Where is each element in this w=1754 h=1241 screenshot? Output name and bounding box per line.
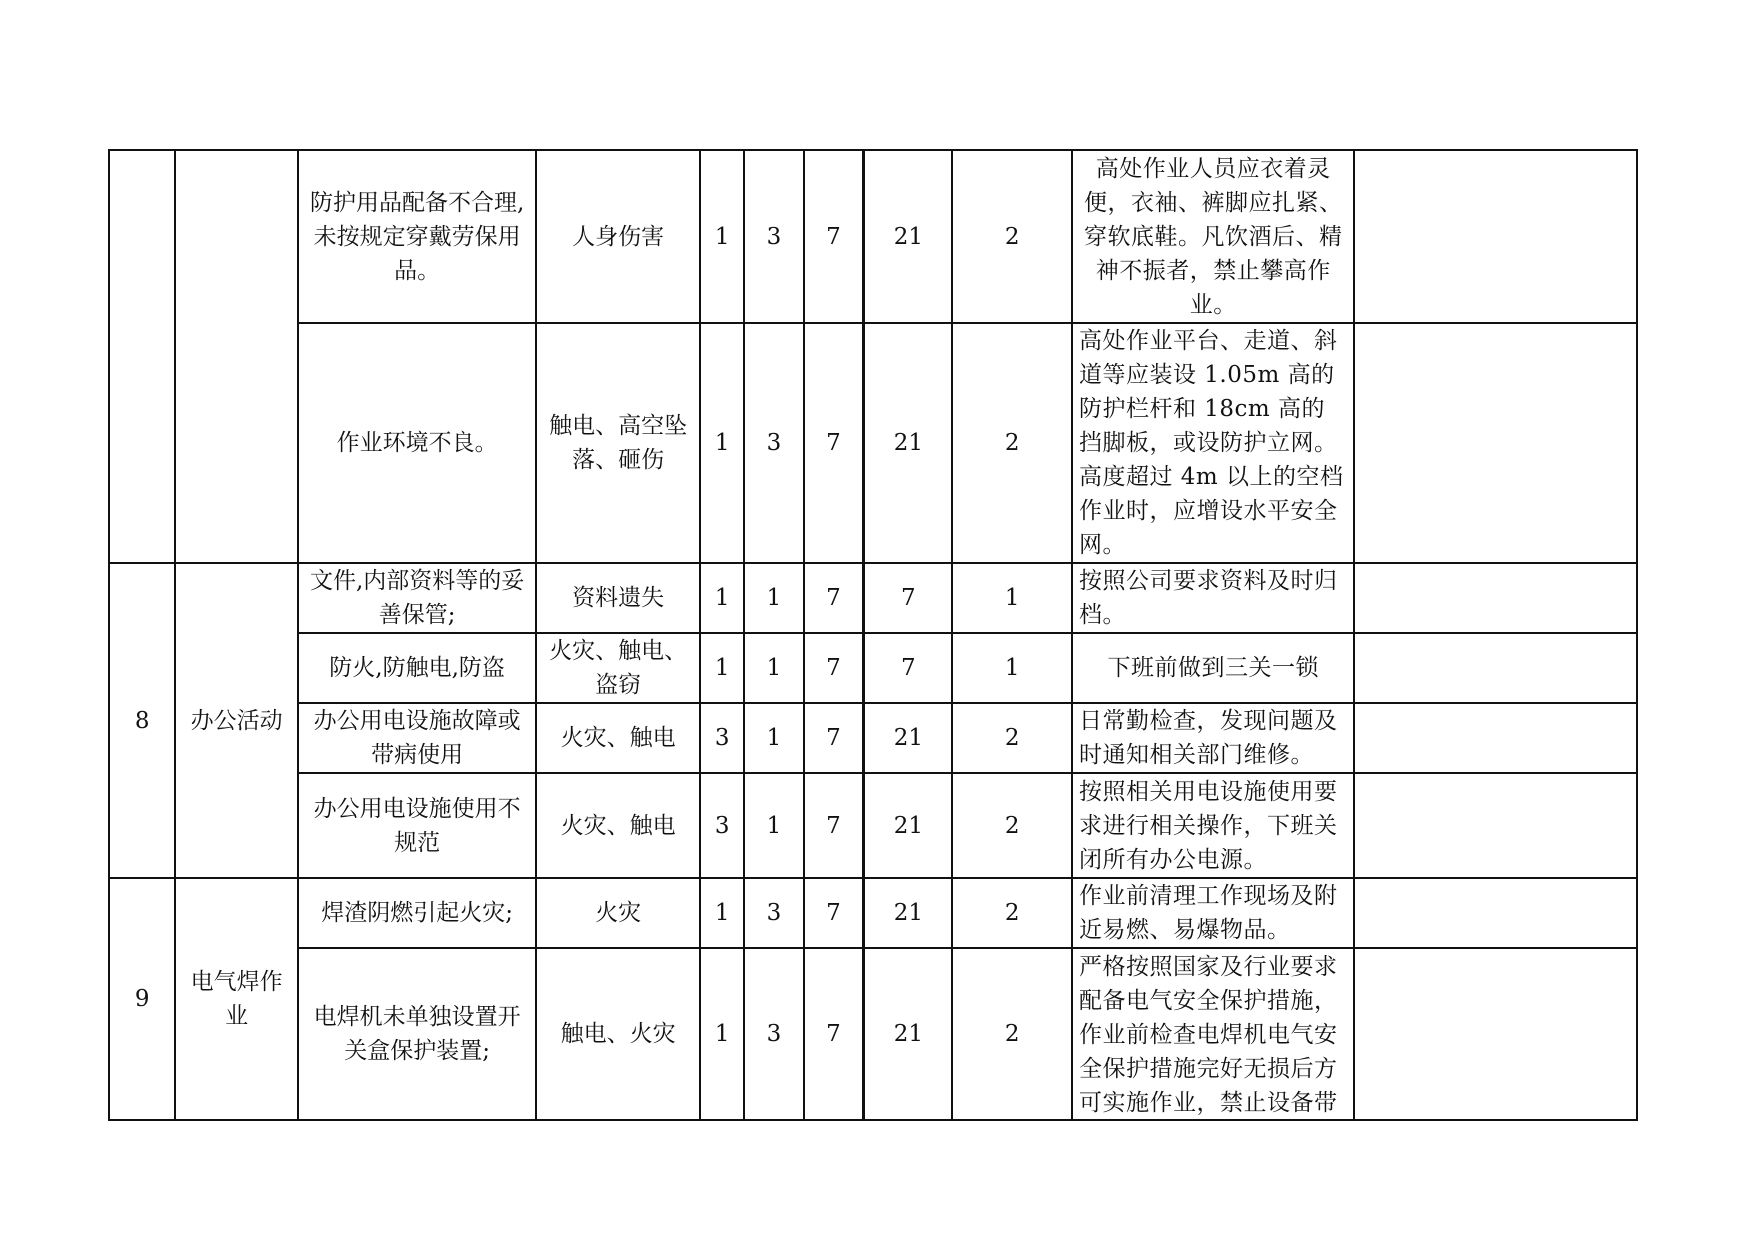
hazard-cell: 电焊机未单独设置开关盒保护装置; xyxy=(298,948,536,1120)
risk-level-cell: 2 xyxy=(952,323,1072,563)
control-measure-cell: 日常勤检查，发现问题及时通知相关部门维修。 xyxy=(1072,703,1354,773)
table-row xyxy=(109,563,1637,633)
c-value-cell: 7 xyxy=(804,878,864,948)
notes-cell xyxy=(1354,703,1637,773)
group-number-cell xyxy=(109,150,175,563)
control-measure-cell: 下班前做到三关一锁 xyxy=(1072,633,1354,703)
d-value-cell: 21 xyxy=(864,878,952,948)
consequence-cell: 火灾、触电 xyxy=(536,773,700,878)
e-value-cell: 1 xyxy=(744,773,803,878)
d-value-cell: 21 xyxy=(864,773,952,878)
e-value-cell: 3 xyxy=(744,948,803,1120)
e-value-cell: 3 xyxy=(744,878,803,948)
table-row xyxy=(109,323,1637,563)
notes-cell xyxy=(1354,948,1637,1120)
consequence-cell: 资料遗失 xyxy=(536,563,700,633)
risk-assessment-table xyxy=(108,149,1638,1121)
group-activity-cell: 办公活动 xyxy=(175,563,298,878)
d-value-cell: 21 xyxy=(864,150,952,323)
c-value-cell: 7 xyxy=(804,633,864,703)
table-row xyxy=(109,703,1637,773)
control-measure-cell: 高处作业平台、走道、斜道等应装设 1.05m 高的防护栏杆和 18cm 高的挡脚板，或设防护立网。高度超过 4m 以上的空档作业时，应增设水平安全网。 xyxy=(1072,323,1354,563)
notes-cell xyxy=(1354,633,1637,703)
group-number-cell: 9 xyxy=(109,878,175,1120)
d-value-cell: 7 xyxy=(864,563,952,633)
d-value-cell: 21 xyxy=(864,948,952,1120)
l-value-cell: 1 xyxy=(700,323,744,563)
table-row xyxy=(109,150,1637,323)
l-value-cell: 1 xyxy=(700,633,744,703)
notes-cell xyxy=(1354,773,1637,878)
l-value-cell: 1 xyxy=(700,150,744,323)
consequence-cell: 人身伤害 xyxy=(536,150,700,323)
risk-level-cell: 2 xyxy=(952,703,1072,773)
d-value-cell: 21 xyxy=(864,323,952,563)
l-value-cell: 3 xyxy=(700,703,744,773)
notes-cell xyxy=(1354,878,1637,948)
l-value-cell: 1 xyxy=(700,948,744,1120)
table-row xyxy=(109,878,1637,948)
e-value-cell: 1 xyxy=(744,703,803,773)
c-value-cell: 7 xyxy=(804,703,864,773)
group-number-cell: 8 xyxy=(109,563,175,878)
e-value-cell: 3 xyxy=(744,150,803,323)
group-activity-cell xyxy=(175,150,298,563)
l-value-cell: 1 xyxy=(700,563,744,633)
hazard-cell: 办公用电设施使用不规范 xyxy=(298,773,536,878)
control-measure-cell xyxy=(1072,948,1354,1120)
d-value-cell: 7 xyxy=(864,633,952,703)
hazard-cell: 防火,防触电,防盗 xyxy=(298,633,536,703)
control-measure-cell: 高处作业人员应衣着灵便，衣袖、裤脚应扎紧、穿软底鞋。凡饮酒后、精神不振者，禁止攀高作业。 xyxy=(1072,150,1354,323)
hazard-cell: 防护用品配备不合理,未按规定穿戴劳保用品。 xyxy=(298,150,536,323)
c-value-cell: 7 xyxy=(804,948,864,1120)
risk-level-cell: 2 xyxy=(952,773,1072,878)
group-activity-cell: 电气焊作业 xyxy=(175,878,298,1120)
risk-level-cell: 2 xyxy=(952,878,1072,948)
risk-level-cell: 2 xyxy=(952,948,1072,1120)
hazard-cell: 文件,内部资料等的妥善保管; xyxy=(298,563,536,633)
risk-level-cell: 1 xyxy=(952,633,1072,703)
c-value-cell: 7 xyxy=(804,773,864,878)
table-row xyxy=(109,773,1637,878)
hazard-cell: 作业环境不良。 xyxy=(298,323,536,563)
e-value-cell: 1 xyxy=(744,563,803,633)
control-measure-text: 严格按照国家及行业要求配备电气安全保护措施，作业前检查电焊机电气安全保护措施完好无损后方可实施作业，禁止设备带 xyxy=(1078,954,1338,1116)
consequence-cell: 触电、高空坠落、砸伤 xyxy=(536,323,700,563)
consequence-cell: 火灾、触电 xyxy=(536,703,700,773)
control-measure-cell: 按照相关用电设施使用要求进行相关操作，下班关闭所有办公电源。 xyxy=(1072,773,1354,878)
c-value-cell: 7 xyxy=(804,323,864,563)
c-value-cell: 7 xyxy=(804,150,864,323)
l-value-cell: 1 xyxy=(700,878,744,948)
notes-cell xyxy=(1354,323,1637,563)
control-measure-cell: 按照公司要求资料及时归档。 xyxy=(1072,563,1354,633)
risk-level-cell: 1 xyxy=(952,563,1072,633)
e-value-cell: 1 xyxy=(744,633,803,703)
table-row xyxy=(109,948,1637,1120)
consequence-cell: 火灾 xyxy=(536,878,700,948)
d-value-cell: 21 xyxy=(864,703,952,773)
control-measure-cell: 作业前清理工作现场及附近易燃、易爆物品。 xyxy=(1072,878,1354,948)
c-value-cell: 7 xyxy=(804,563,864,633)
table-row xyxy=(109,633,1637,703)
hazard-cell: 办公用电设施故障或带病使用 xyxy=(298,703,536,773)
consequence-cell: 触电、火灾 xyxy=(536,948,700,1120)
notes-cell xyxy=(1354,563,1637,633)
hazard-cell: 焊渣阴燃引起火灾; xyxy=(298,878,536,948)
e-value-cell: 3 xyxy=(744,323,803,563)
risk-level-cell: 2 xyxy=(952,150,1072,323)
consequence-cell: 火灾、触电、盗窃 xyxy=(536,633,700,703)
l-value-cell: 3 xyxy=(700,773,744,878)
notes-cell xyxy=(1354,150,1637,323)
